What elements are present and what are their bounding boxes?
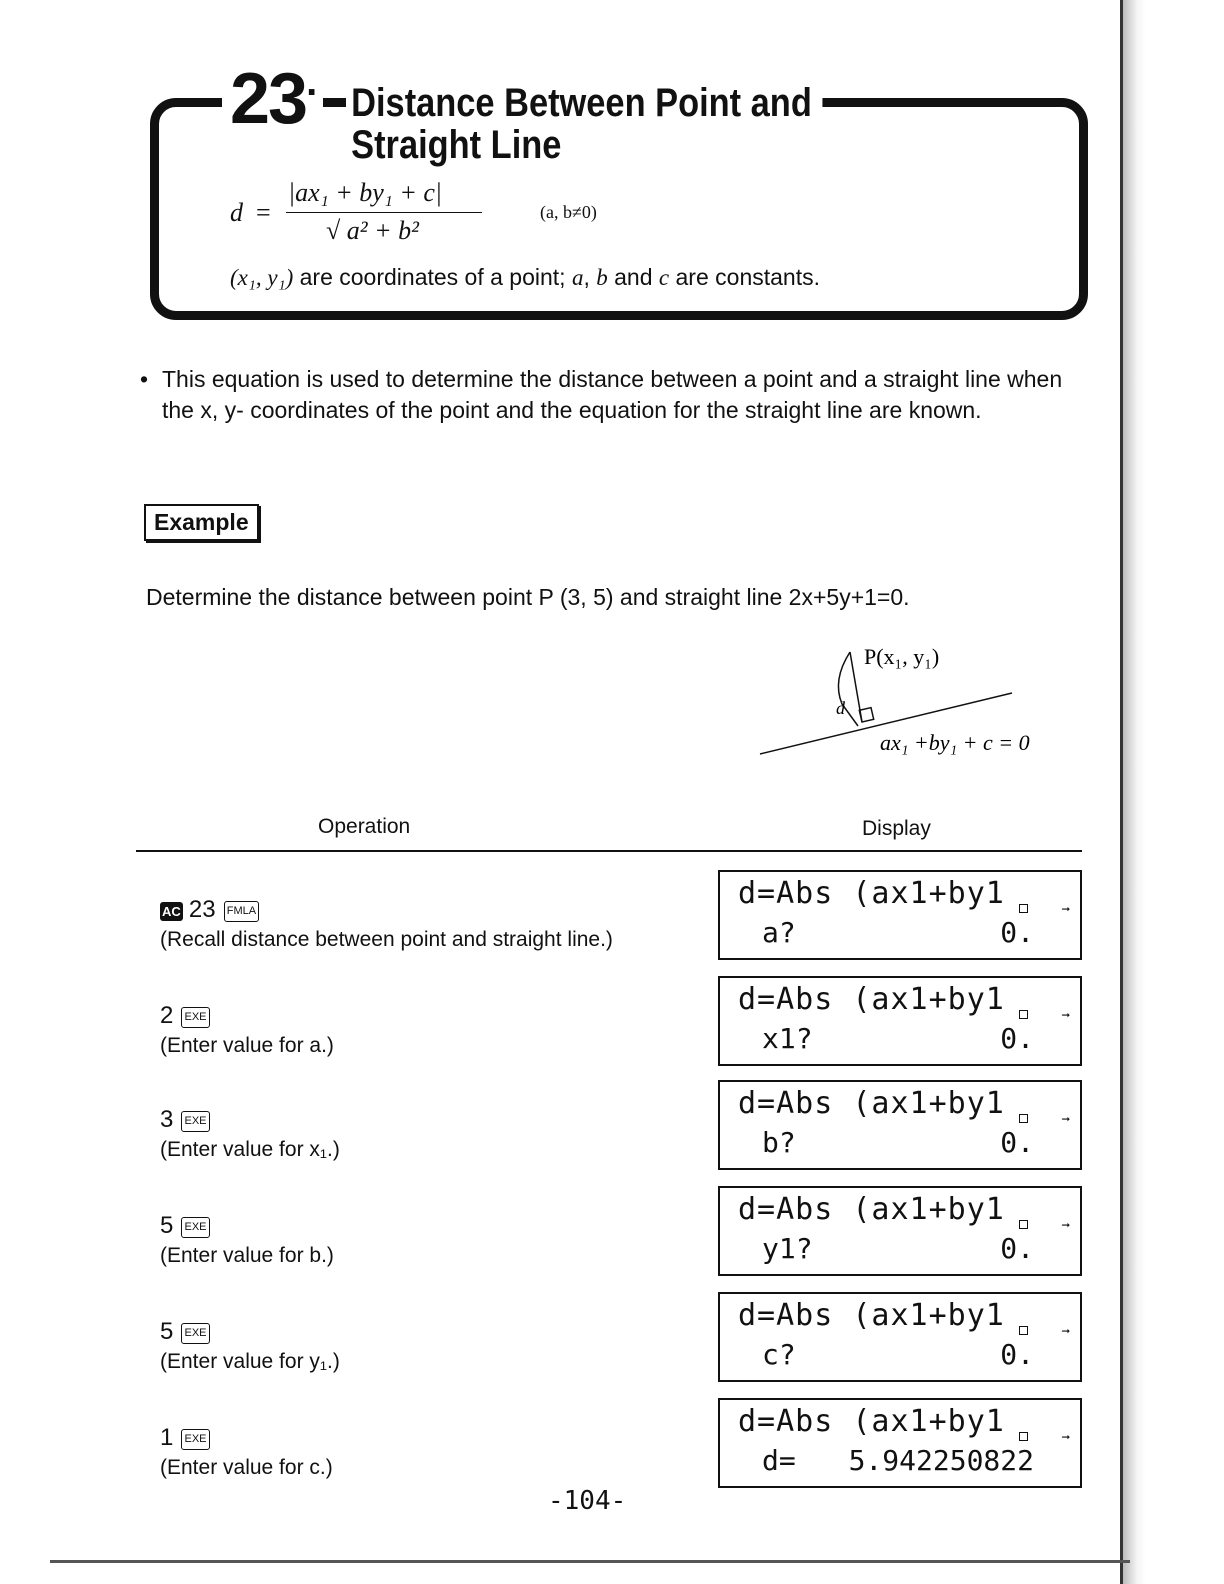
arrow-right-icon: ➞ xyxy=(1061,1112,1070,1128)
point-label: P(x₁, y₁) xyxy=(864,644,940,669)
arrow-right-icon: ➞ xyxy=(1061,1430,1070,1446)
line-equation-label: ax₁ +by₁ + c = 0 xyxy=(880,730,1030,755)
lcd-value: 0. xyxy=(1000,916,1034,949)
d-label: d xyxy=(836,698,845,718)
lcd-display xyxy=(718,1080,1082,1170)
lcd-value: 0. xyxy=(1000,1126,1034,1159)
formula-lhs: d xyxy=(230,198,243,227)
lcd-display xyxy=(718,976,1082,1066)
operation-row xyxy=(160,896,613,952)
column-header-rule xyxy=(136,850,1082,852)
page-bottom-edge xyxy=(50,1560,1130,1563)
example-question: Determine the distance between point P (3, 5) and straight line 2x+5y+1=0. xyxy=(146,584,910,610)
key-digits: 2 xyxy=(160,1002,174,1029)
exe-key-icon: EXE xyxy=(181,1111,209,1132)
lcd-line-1: d=Abs (ax1+by1 xyxy=(738,1404,1005,1439)
arrow-right-icon: ➞ xyxy=(1061,1008,1070,1024)
section-title xyxy=(346,82,822,166)
ac-key-icon: AC xyxy=(162,903,181,919)
operation-row xyxy=(160,1106,340,1162)
formula-numerator: |ax₁ + by₁ + c| xyxy=(288,178,443,207)
operation-description: (Enter value for c.) xyxy=(160,1456,333,1479)
cursor-icon xyxy=(1019,1114,1028,1123)
operation-row xyxy=(160,1424,333,1480)
lcd-prompt: y1? xyxy=(762,1232,813,1265)
lcd-line-1: d=Abs (ax1+by1 xyxy=(738,1192,1005,1227)
arrow-right-icon: ➞ xyxy=(1061,902,1070,918)
operation-row xyxy=(160,1212,334,1268)
operation-description: (Recall distance between point and straight line.) xyxy=(160,928,613,951)
fmla-key-icon: FMLA xyxy=(224,901,259,922)
lcd-value: 5.942250822 xyxy=(848,1444,1034,1477)
title-line-1: Distance Between Point and xyxy=(351,81,812,125)
arrow-right-icon: ➞ xyxy=(1061,1218,1070,1234)
exe-key-icon: EXE xyxy=(181,1323,209,1344)
page-binding-edge xyxy=(1120,0,1146,1584)
example-label: Example xyxy=(144,504,259,541)
exe-key-icon: EXE xyxy=(181,1429,209,1450)
column-header-operation: Operation xyxy=(318,815,411,838)
key-digits: 23 xyxy=(188,896,216,923)
intro-text: This equation is used to determine the distance between a point and a straight line when the x, y- coordinates of the point and the equation for the straight line are known. xyxy=(162,366,1063,423)
point-line-diagram xyxy=(750,640,1100,770)
cursor-icon xyxy=(1019,1010,1028,1019)
formula-note: (x₁, y₁) are coordinates of a point; a, b and c are constants. xyxy=(230,264,820,290)
operation-description: (Enter value for a.) xyxy=(160,1034,334,1057)
fraction-bar xyxy=(286,212,482,213)
operation-row xyxy=(160,1002,334,1058)
lcd-line-1: d=Abs (ax1+by1 xyxy=(738,1298,1005,1333)
exe-key-icon: EXE xyxy=(181,1007,209,1028)
key-digits: 5 xyxy=(160,1212,174,1239)
page-number: -104- xyxy=(548,1486,627,1516)
formula-equals: = xyxy=(256,198,271,227)
lcd-prompt: x1? xyxy=(762,1022,813,1055)
lcd-prompt: c? xyxy=(762,1338,796,1371)
exe-key-icon: EXE xyxy=(181,1217,209,1238)
operation-description: (Enter value for y₁.) xyxy=(160,1350,340,1373)
key-digits: 3 xyxy=(160,1106,174,1133)
lcd-display xyxy=(718,870,1082,960)
lcd-display xyxy=(718,1398,1082,1488)
lcd-value: 0. xyxy=(1000,1022,1034,1055)
column-header-display: Display xyxy=(862,817,931,840)
formula-condition: (a, b≠0) xyxy=(540,202,597,222)
lcd-prompt: a? xyxy=(762,916,796,949)
operation-description: (Enter value for b.) xyxy=(160,1244,334,1267)
cursor-icon xyxy=(1019,1326,1028,1335)
lcd-prompt: d= xyxy=(762,1444,796,1477)
cursor-icon xyxy=(1019,904,1028,913)
key-digits: 1 xyxy=(160,1424,174,1451)
lcd-line-1: d=Abs (ax1+by1 xyxy=(738,876,1005,911)
title-line-2: Straight Line xyxy=(351,123,562,167)
section-number: 23. xyxy=(222,62,323,135)
lcd-display xyxy=(718,1292,1082,1382)
formula-denominator: √ a² + b² xyxy=(326,216,419,245)
lcd-prompt: b? xyxy=(762,1126,796,1159)
arrow-right-icon: ➞ xyxy=(1061,1324,1070,1340)
bullet-icon: • xyxy=(140,366,149,392)
operation-description: (Enter value for x₁.) xyxy=(160,1138,340,1161)
key-digits: 5 xyxy=(160,1318,174,1345)
lcd-value: 0. xyxy=(1000,1232,1034,1265)
lcd-display xyxy=(718,1186,1082,1276)
cursor-icon xyxy=(1019,1220,1028,1229)
cursor-icon xyxy=(1019,1432,1028,1441)
lcd-value: 0. xyxy=(1000,1338,1034,1371)
lcd-line-1: d=Abs (ax1+by1 xyxy=(738,1086,1005,1121)
operation-row xyxy=(160,1318,340,1374)
lcd-line-1: d=Abs (ax1+by1 xyxy=(738,982,1005,1017)
